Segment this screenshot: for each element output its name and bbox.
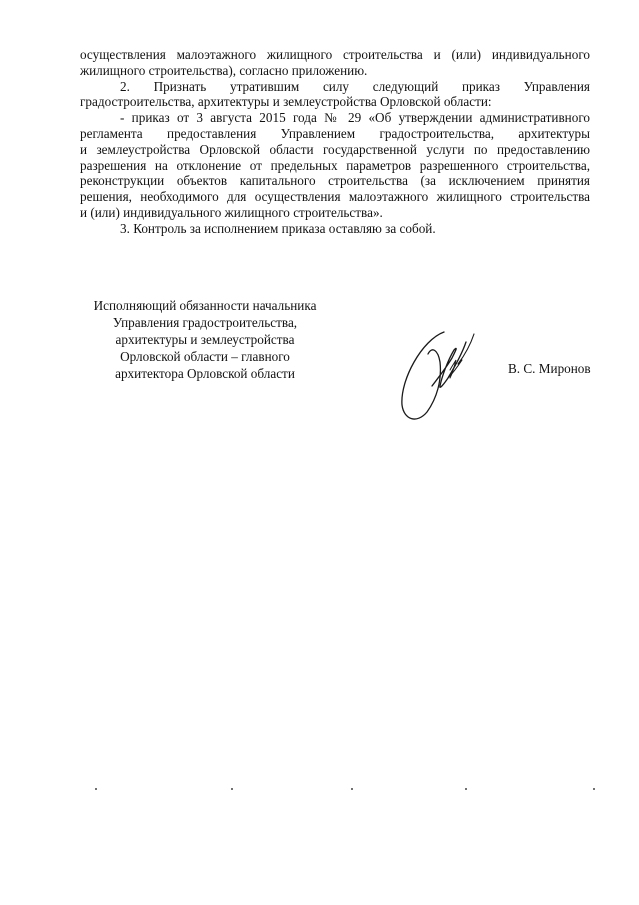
body-line: 2. Признать утратившим силу следующий приказ Управления (120, 78, 590, 94)
scan-artifacts (95, 778, 595, 798)
handwritten-signature (392, 320, 492, 430)
body-line: осуществления малоэтажного жилищного строительства и (или) индивидуального (80, 47, 590, 62)
signer-position-line: архитектора Орловской области (115, 366, 295, 381)
body-line: разрешения на отклонение от предельных параметров разрешенного строительства, (80, 157, 590, 173)
signer-position (70, 297, 340, 382)
body-line: градостроительства, архитектуры и землеустройства Орловской области: (80, 94, 492, 110)
body-line: регламента предоставления Управлением градостроительства, архитектуры (80, 125, 590, 141)
signer-position-line: Орловской области – главного (120, 349, 290, 364)
scan-dot (465, 788, 467, 790)
body-line: решения, необходимого для осуществления малоэтажного жилищного строительства (80, 189, 590, 205)
body-line: реконструкции объектов капитального строительства (за исключением принятия (80, 173, 590, 189)
signer-name: В. С. Миронов (508, 361, 591, 376)
signer-position-line: Управления градостроительства, (112, 315, 298, 330)
body-line: жилищного строительства), согласно приложению. (80, 62, 368, 78)
scan-dot (351, 788, 353, 790)
document-body (80, 47, 590, 237)
body-line: 3. Контроль за исполнением приказа оставляю за собой. (120, 220, 436, 236)
scan-dot (593, 788, 595, 790)
scan-dot (95, 788, 97, 790)
signer-position-line: Исполняющий обязанности начальника (93, 298, 317, 313)
body-line: - приказ от 3 августа 2015 года № 29 «Об утверждении административного (120, 110, 590, 126)
signer-position-line: архитектуры и землеустройства (115, 332, 295, 347)
body-line: и (или) индивидуального жилищного строительства». (80, 204, 383, 220)
scan-dot (231, 788, 233, 790)
body-line: и землеустройства Орловской области государственной услуги по предоставлению (80, 141, 590, 157)
